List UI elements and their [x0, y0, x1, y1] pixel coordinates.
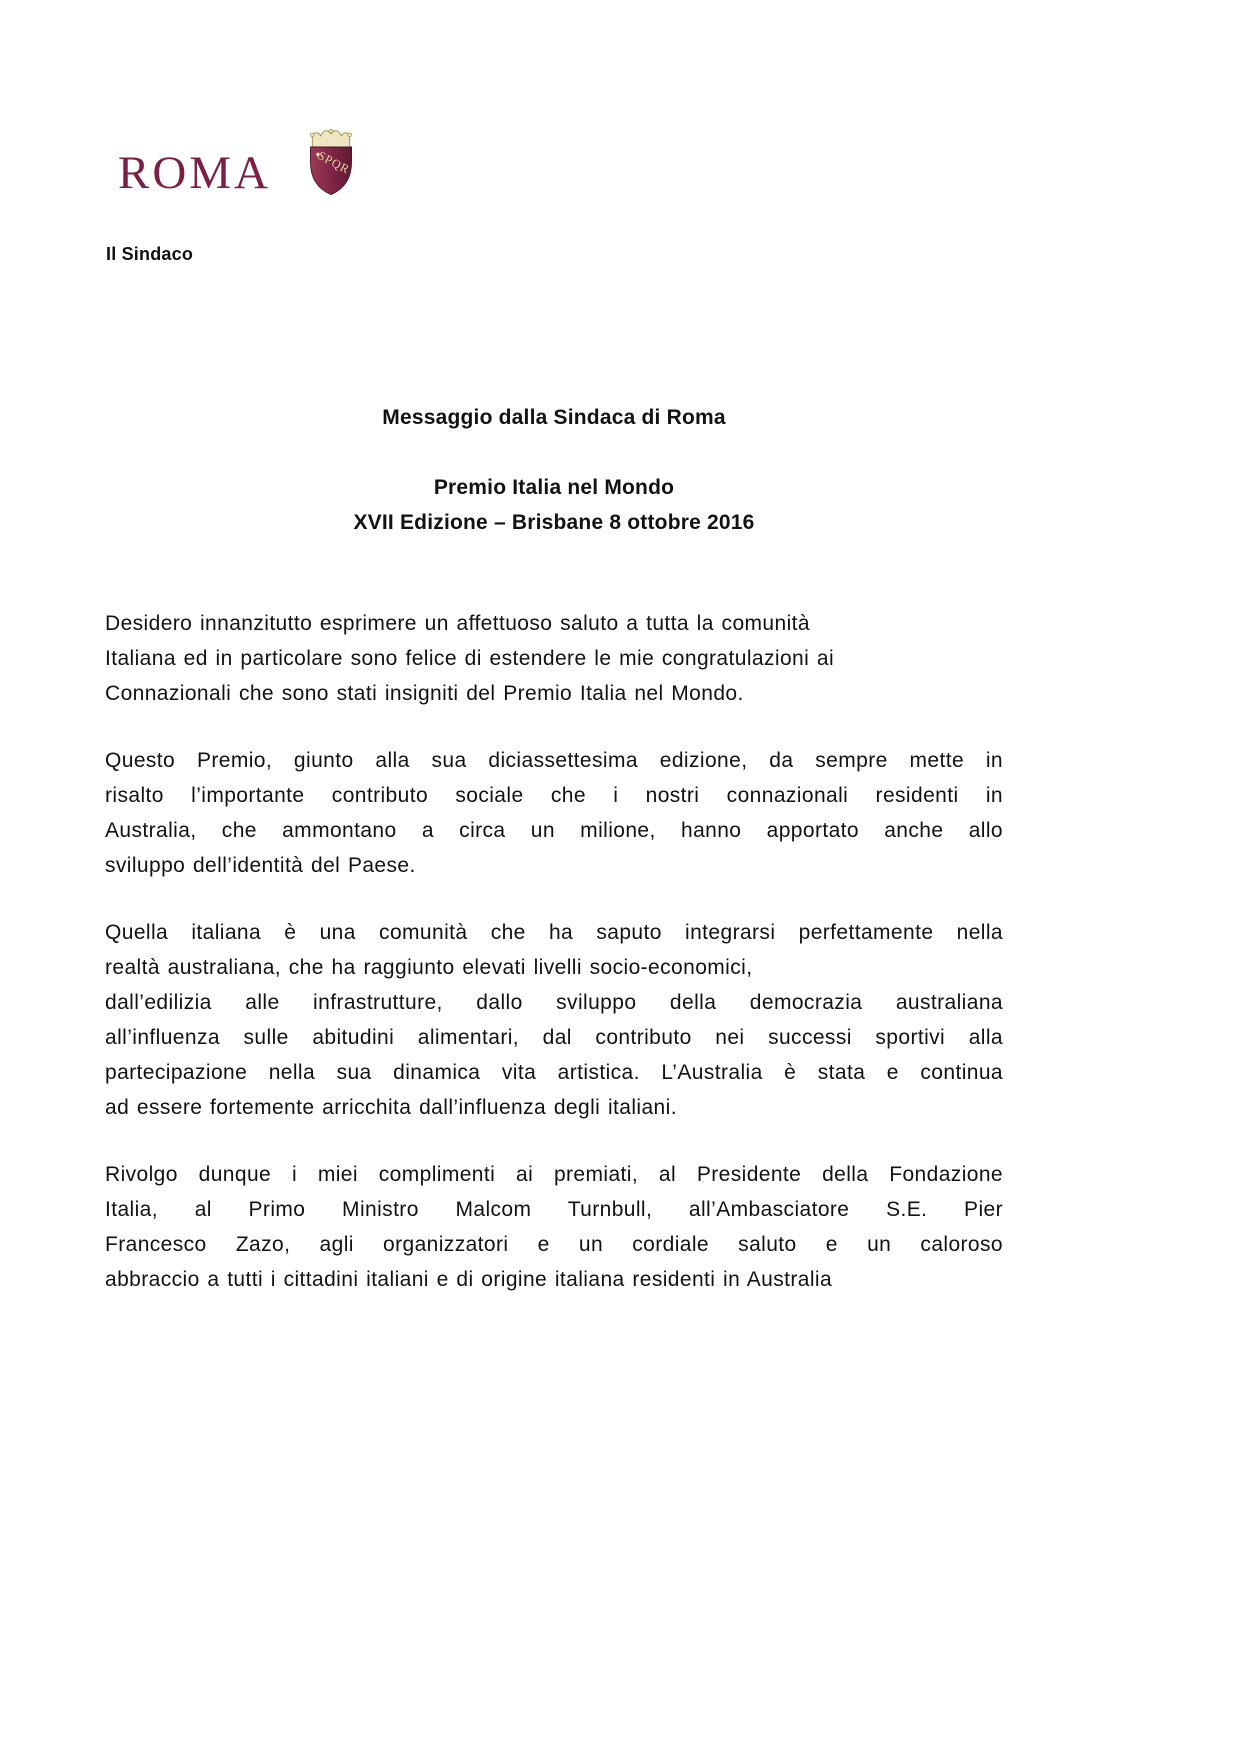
crest-spqr-text: SPQR: [315, 148, 353, 177]
letter-body: [105, 606, 1003, 1329]
crest-crown: [310, 129, 351, 147]
text-line: Desidero innanzitutto esprimere un affettuoso saluto a tutta la comunità: [105, 612, 810, 635]
text-line: dall’edilizia alle infrastrutture, dallo sviluppo della democrazia australiana: [105, 991, 1003, 1014]
text-line: Rivolgo dunque i miei complimenti ai premiati, al Presidente della Fondazione: [105, 1163, 1003, 1186]
text-line: Connazionali che sono stati insigniti del Premio Italia nel Mondo.: [105, 682, 744, 705]
text-line: partecipazione nella sua dinamica vita artistica. L’Australia è stata e continua: [105, 1061, 1003, 1084]
document-title: Messaggio dalla Sindaca di Roma: [382, 406, 726, 429]
text-line: abbraccio a tutti i cittadini italiani e di origine italiana residenti in Australia: [105, 1268, 833, 1291]
paragraph-2: [105, 743, 1003, 883]
text-line: Australia, che ammontano a circa un milione, hanno apportato anche allo: [105, 819, 1003, 842]
text-line: Questo Premio, giunto alla sua diciassettesima edizione, da sempre mette in: [105, 749, 1003, 772]
text-line: Italia, al Primo Ministro Malcom Turnbull, all’Ambasciatore S.E. Pier: [105, 1198, 1003, 1221]
document-subtitle: Premio Italia nel Mondo: [433, 476, 675, 499]
document-edition-line: XVII Edizione – Brisbane 8 ottobre 2016: [353, 511, 755, 534]
role-label: Il Sindaco: [106, 244, 194, 264]
text-line: ad essere fortemente arricchita dall’influenza degli italiani.: [105, 1096, 677, 1119]
roma-crest-icon: [303, 124, 359, 198]
title-spacer: [105, 435, 1003, 470]
roma-logo-wordmark: ROMA: [118, 147, 272, 199]
text-line: Francesco Zazo, agli organizzatori e un cordiale saluto e un caloroso: [105, 1233, 1003, 1256]
paragraph-3: [105, 915, 1003, 1125]
paragraph-1: [105, 606, 1003, 711]
title-block: [105, 400, 1003, 540]
crest-shield: [310, 147, 352, 195]
text-line: risalto l’importante contributo sociale che i nostri connazionali residenti in: [105, 784, 1003, 807]
text-line: realtà australiana, che ha raggiunto elevati livelli socio-economici,: [105, 956, 753, 979]
text-line: all’influenza sulle abitudini alimentari, dal contributo nei successi sportivi alla: [105, 1026, 1003, 1049]
text-line: Italiana ed in particolare sono felice di estendere le mie congratulazioni ai: [105, 647, 835, 670]
text-line: sviluppo dell’identità del Paese.: [105, 854, 416, 877]
paragraph-4: [105, 1157, 1003, 1297]
text-line: Quella italiana è una comunità che ha saputo integrarsi perfettamente nella: [105, 921, 1003, 944]
